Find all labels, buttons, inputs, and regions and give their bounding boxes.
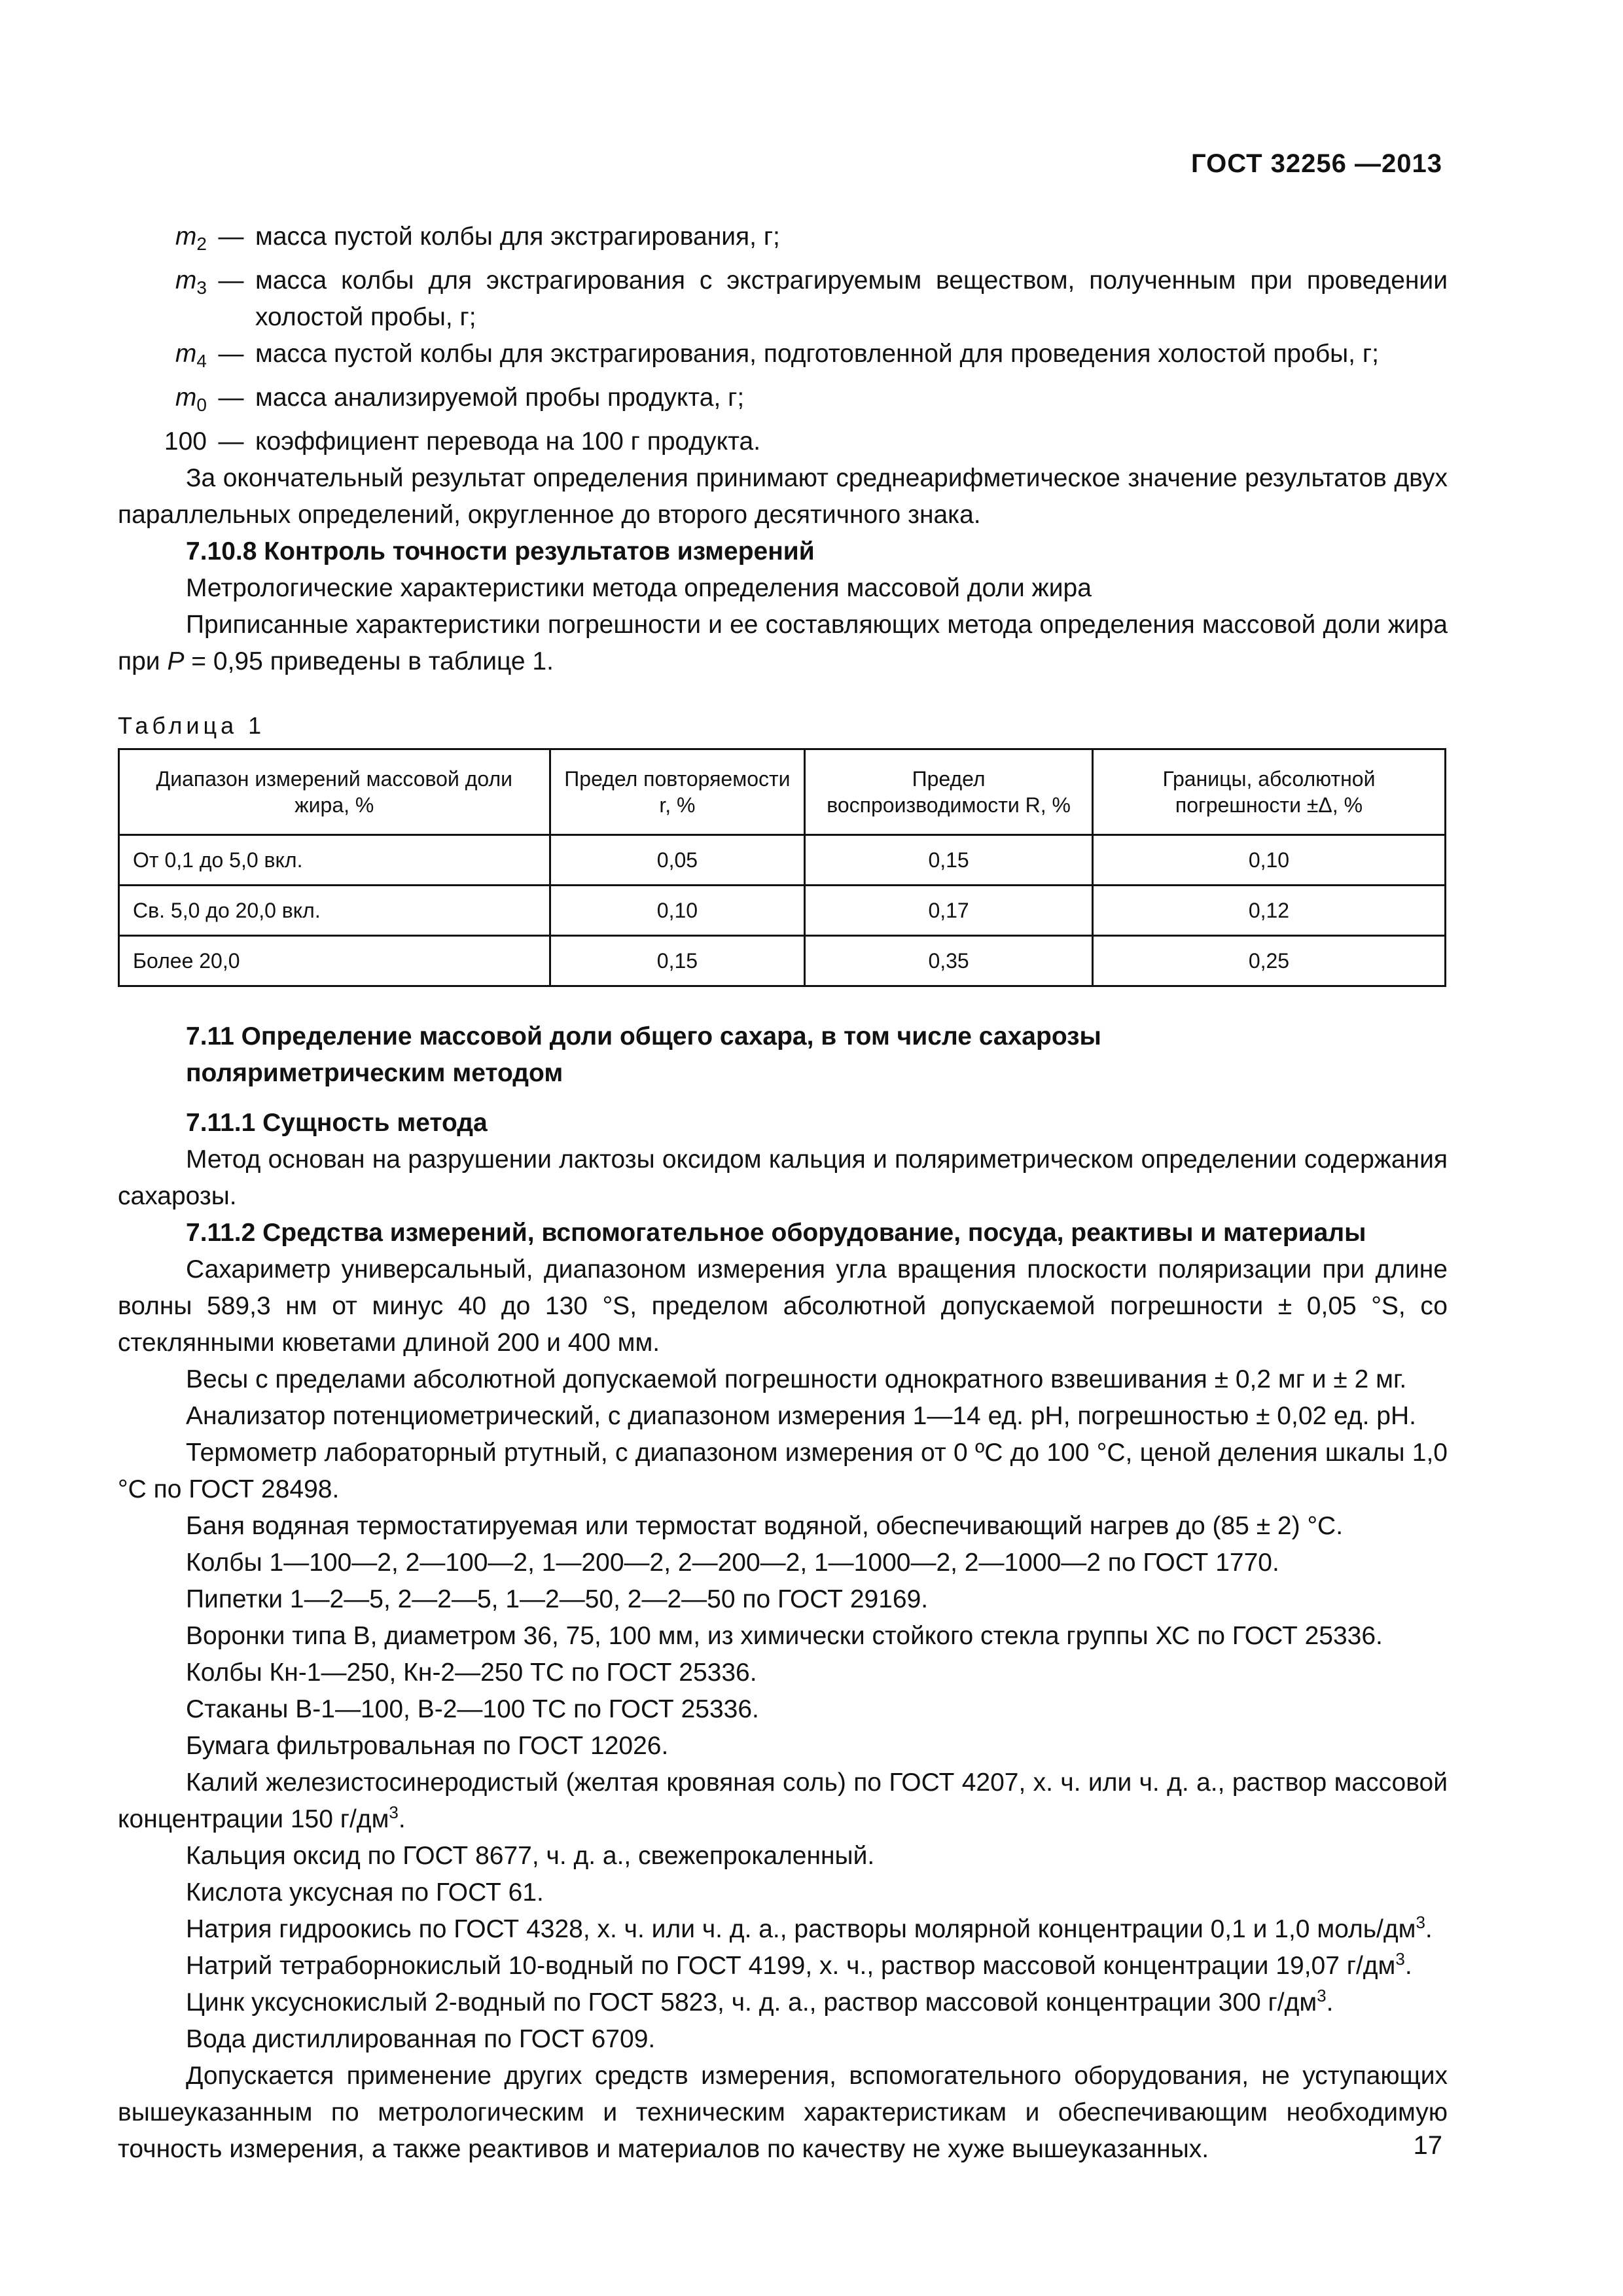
table-row [119,835,1446,886]
table-row [119,936,1446,986]
paragraph-metrology: Метрологические характеристики метода определения массовой доли жира [186,574,1092,602]
dash: — [218,266,244,295]
definition-100 [118,423,1448,460]
equipment-item: Баня водяная термостатируемая или термостат водяной, обеспечивающий нагрев до (85 ± 2) °С. [186,1512,1344,1540]
dash: — [218,340,244,368]
definition-m2 [118,219,1448,262]
table-cell: 0,25 [1092,936,1445,986]
page-number: 17 [1413,2131,1442,2160]
dash: — [218,427,244,456]
dash: — [218,384,244,412]
equipment-item: Воронки типа В, диаметром 36, 75, 100 мм, из химически стойкого стекла группы ХС по ГОСТ 25336. [186,1622,1383,1650]
symbol: $m_2$ [175,223,207,254]
table-cell: 0,10 [550,886,805,936]
equipment-item: Сахариметр универсальный, диапазоном измерения угла вращения плоскости поляризации при длине волны 589,3 нм от минус 40 до 130 °S, пределом абсолютной допускаемой погрешности ± 0,05 °S, со стеклянными кюветами длиной 200 и 400 мм. [118,1255,1448,1357]
table-cell: 0,15 [550,936,805,986]
table-cell: 0,05 [550,835,805,886]
table-cell: 0,10 [1092,835,1445,886]
symbol: $m_0$ [175,384,207,415]
table-row [119,886,1446,936]
definition-m3 [118,262,1448,336]
table-cell: 0,35 [805,936,1093,986]
equipment-item: Стаканы В-1—100, В-2—100 ТС по ГОСТ 25336. [186,1695,759,1723]
definition-m4 [118,336,1448,380]
paragraph-assigned-characteristics: Приписанные характеристики погрешности и ее составляющих метода определения массовой доли жира при P = 0,95 приведены в таблице 1. [118,611,1448,675]
section-heading-7-11: 7.11 Определение массовой доли общего сахара, в том числе сахарозы [186,1022,1101,1050]
page-body [118,219,1448,2168]
table-header-cell: Предел воспроизводимости R, % [805,749,1093,835]
dash: — [218,223,244,251]
reagent-item: Кислота уксусная по ГОСТ 61. [186,1878,544,1907]
definition-text: масса пустой колбы для экстрагирования, г; [255,223,780,251]
reagent-item: Вода дистиллированная по ГОСТ 6709. [186,2025,656,2053]
section-heading-7-11-cont: поляриметрическим методом [186,1059,563,1087]
reagent-item: Калий железистосинеродистый (желтая кровяная соль) по ГОСТ 4207, х. ч. или ч. д. а., раствор массовой концентрации 150 $г/дм^3$. [118,1768,1448,1833]
reagent-item: Натрий тетраборнокислый 10-водный по ГОСТ 4199, х. ч., раствор массовой концентрации 19,07 $г/дм^3$. [186,1949,1412,1980]
definition-text: коэффициент перевода на 100 г продукта. [255,427,761,456]
table-header-cell: Предел повторяемости r, % [550,749,805,835]
definition-text: масса пустой колбы для экстрагирования, подготовленной для проведения холостой пробы, г; [255,340,1379,368]
table-caption: Таблица 1 [118,712,266,739]
definition-m0 [118,380,1448,423]
table-cell: Св. 5,0 до 20,0 вкл. [119,886,550,936]
table-cell: 0,12 [1092,886,1445,936]
reagent-item: Кальция оксид по ГОСТ 8677, ч. д. а., свежепрокаленный. [186,1842,875,1870]
equipment-item: Колбы Кн-1—250, Кн-2—250 ТС по ГОСТ 25336. [186,1659,757,1687]
paragraph-method-essence: Метод основан на разрушении лактозы оксидом кальция и поляриметрическом определении содержания сахарозы. [118,1145,1448,1210]
equipment-item: Термометр лабораторный ртутный, с диапазоном измерения от 0 ºС до 100 °С, ценой деления шкалы 1,0 °С по ГОСТ 28498. [118,1439,1448,1503]
equipment-item: Анализатор потенциометрический, с диапазоном измерения 1—14 ед. pH, погрешностью ± 0,02 ед. pH. [186,1402,1416,1430]
variable-definitions [118,219,1448,460]
section-heading-7-11-1: 7.11.1 Сущность метода [186,1109,488,1137]
document-header: ГОСТ 32256 —2013 [1190,149,1442,178]
reagent-item: Цинк уксуснокислый 2-водный по ГОСТ 5823, ч. д. а., раствор массовой концентрации 300 $г/дм^3$. [186,1986,1334,2017]
definition-text: масса анализируемой пробы продукта, г; [255,384,745,412]
equipment-item: Весы с пределами абсолютной допускаемой погрешности однократного взвешивания ± 0,2 мг и ± 2 мг. [186,1365,1407,1393]
symbol: $m_3$ [175,266,207,298]
section-heading-7-11-2: 7.11.2 Средства измерений, вспомогательное оборудование, посуда, реактивы и материалы [186,1219,1366,1247]
equipment-item: Пипетки 1—2—5, 2—2—5, 1—2—50, 2—2—50 по ГОСТ 29169. [186,1585,929,1613]
table-cell: 0,17 [805,886,1093,936]
equipment-item: Колбы 1—100—2, 2—100—2, 1—200—2, 2—200—2, 1—1000—2, 2—1000—2 по ГОСТ 1770. [186,1549,1279,1577]
symbol: 100 [164,427,207,456]
definition-text: масса колбы для экстрагирования с экстрагируемым веществом, полученным при проведении холостой пробы, г; [255,266,1448,331]
table-cell: Более 20,0 [119,936,550,986]
paragraph-substitution: Допускается применение других средств измерения, вспомогательного оборудования, не уступающих вышеуказанным по метрологическим и техническим характеристикам и обеспечивающим необходимую точность измерения, а также реактивов и материалов по качеству не хуже вышеуказанных. [118,2062,1448,2163]
symbol: $m_4$ [175,340,207,371]
reagent-item: Натрия гидроокись по ГОСТ 4328, х. ч. или ч. д. а., растворы молярной концентрации 0,1 и 1,0 моль/$дм^3$. [186,1912,1433,1943]
table-header-row [119,749,1446,835]
table-cell: 0,15 [805,835,1093,886]
equipment-item: Бумага фильтровальная по ГОСТ 12026. [186,1732,669,1760]
table-header-cell: Границы, абсолютной погрешности ±Δ, % [1092,749,1445,835]
section-heading-7-10-8: 7.10.8 Контроль точности результатов измерений [186,537,815,565]
table-header-cell: Диапазон измерений массовой доли жира, % [119,749,550,835]
accuracy-table [118,748,1446,987]
table-cell: От 0,1 до 5,0 вкл. [119,835,550,886]
paragraph-final-result: За окончательный результат определения принимают среднеарифметическое значение результатов двух параллельных определений, округленное до второго десятичного знака. [118,464,1448,529]
